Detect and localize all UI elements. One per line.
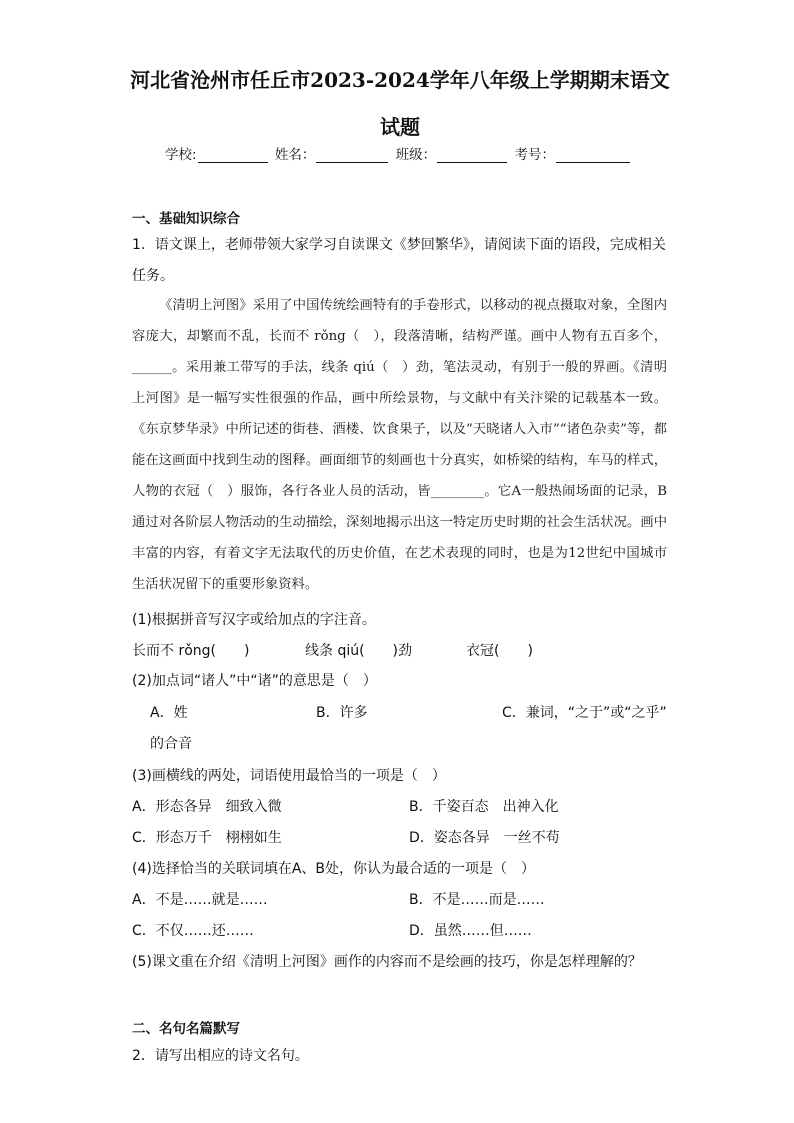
question-1-stem-cont: 任务。: [132, 268, 174, 284]
number-label: 考号：: [514, 147, 555, 163]
sub3-option-c[interactable]: C．形态万千 栩栩如生: [132, 830, 282, 846]
sub1-item-a: 长而不 rǒng( ): [132, 643, 250, 659]
exam-title-line2: 试题: [380, 115, 420, 139]
sub-question-1: (1)根据拼音写汉字或给加点的字注音。: [132, 612, 376, 628]
sub2-option-c[interactable]: C．兼词，“之于”或“之乎”: [502, 705, 667, 721]
question-2-stem: 2．请写出相应的诗文名句。: [132, 1048, 309, 1064]
sub3-option-b[interactable]: B．千姿百态 出神入化: [409, 799, 559, 815]
name-blank[interactable]: [316, 148, 388, 163]
sub2-option-c-cont: 的合音: [150, 736, 192, 752]
school-blank[interactable]: [198, 148, 268, 163]
sub3-option-d[interactable]: D．姿态各异 一丝不苟: [409, 830, 560, 846]
sub4-option-c[interactable]: C．不仅……还……: [132, 923, 254, 939]
class-blank[interactable]: [437, 148, 507, 163]
sub-question-3: (3)画横线的两处，词语使用最恰当的一项是（ ）: [132, 768, 446, 784]
sub3-option-a[interactable]: A．形态各异 细致入微: [132, 799, 282, 815]
sub1-item-c: 衣冠( ): [466, 643, 533, 659]
exam-title-line1: 河北省沧州市任丘市2023-2024学年八年级上学期期末语文: [130, 68, 670, 92]
school-label: 学校:: [165, 147, 197, 163]
sub4-option-d[interactable]: D．虽然……但……: [409, 923, 532, 939]
student-info-line: [165, 143, 633, 163]
sub4-option-a[interactable]: A．不是……就是……: [132, 892, 268, 908]
reading-passage: 《清明上河图》采用了中国传统绘画特有的手卷形式，以移动的视点摄取对象，全图内容庞大，却繁而不乱，长而不 rǒng（ ），段落清晰，结构严谨。画中人物有五百多个，______。采用兼工带写的手法，线条 qiú（ ）劲，笔法灵动，有别于一般的界画。《清明上河图》是一幅写实性很强的作品，画中所绘景物，与文献中有关汴梁的记载基本一致。《东京梦华录》中所记述的街巷、酒楼、饮食果子，以及“天晓诸人入市”“诸色杂卖”等，都能在这画面中找到生动的图释。画面细节的刻画也十分真实，如桥梁的结构，车马的样式，人物的衣冠（ ）服饰，各行各业人员的活动，皆________。它A一般热闹场面的记录，B通过对各阶层人物活动的生动描绘，深刻地揭示出这一特定历史时期的社会生活状况。画中丰富的内容，有着文字无法取代的历史价值，在艺术表现的同时，也是为12世纪中国城市生活状况留下的重要形象资料。: [132, 298, 667, 592]
sub-question-2: (2)加点词“诸人”中“诸”的意思是（ ）: [132, 673, 377, 689]
sub2-option-a[interactable]: A．姓: [150, 705, 188, 721]
class-label: 班级：: [395, 147, 437, 163]
sub4-option-b[interactable]: B．不是……而是……: [409, 892, 545, 908]
number-blank[interactable]: [556, 148, 630, 163]
sub-question-4: (4)选择恰当的关联词填在A、B处，你认为最合适的一项是（ ）: [132, 861, 536, 877]
name-label: 姓名：: [274, 147, 316, 163]
section-2-heading: 二、名句名篇默写: [132, 1021, 240, 1037]
question-1-stem: 1．语文课上，老师带领大家学习自读课文《梦回繁华》，请阅读下面的语段，完成相关: [132, 237, 666, 253]
section-1-heading: 一、基础知识综合: [132, 211, 240, 227]
sub2-option-b[interactable]: B．许多: [316, 705, 368, 721]
sub-question-5: (5)课文重在介绍《清明上河图》画作的内容而不是绘画的技巧，你是怎样理解的？: [132, 954, 642, 970]
sub1-item-b: 线条 qiú( )劲: [305, 643, 413, 659]
